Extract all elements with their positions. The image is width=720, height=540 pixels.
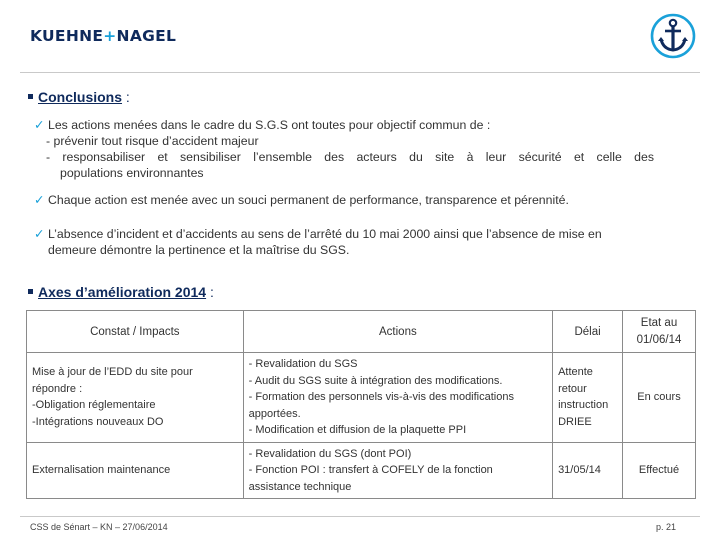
square-bullet-icon	[28, 94, 33, 99]
row-1-action-line: - Formation des personnels vis-à-vis des modifications apportées.	[248, 391, 514, 420]
bullet-3-line-1: L’absence d’incident et d’accidents au sens de l’arrêté du 10 mai 2000 ainsi que l’absence de mise en	[48, 227, 602, 241]
company-logo	[30, 27, 176, 45]
row-2-action-line: - Revalidation du SGS (dont POI)	[248, 447, 412, 460]
bullet-3-line-2: demeure démontre la pertinence et la maîtrise du SGS.	[48, 243, 350, 257]
bullet-1-sub-2: - responsabiliser et sensibiliser l’ensemble des acteurs du site à leur sécurité et celle des	[46, 150, 654, 164]
row-1-constat-line: -Obligation réglementaire	[32, 399, 156, 412]
table-header-row	[27, 311, 696, 353]
row-1-constat-line: Mise à jour de l’EDD du site pour répondre :	[32, 366, 193, 395]
row-2-delai: 31/05/14	[553, 442, 623, 499]
col-header-delai: Délai	[553, 311, 623, 353]
logo-word-nagel: NAGEL	[116, 27, 177, 45]
improvement-table	[26, 310, 696, 499]
conclusions-colon: :	[125, 89, 130, 105]
header-divider	[20, 72, 700, 73]
conclusions-bullet-2	[34, 192, 694, 208]
row-2-constat	[27, 442, 244, 499]
row-1-constat	[27, 353, 244, 443]
conclusions-bullet-1	[34, 117, 694, 181]
bullet-1-sub-2-cont: populations environnantes	[60, 166, 204, 180]
page-number: p. 21	[656, 522, 677, 532]
anchor-logo-icon	[649, 12, 697, 60]
bullet-1-sub-1: - prévenir tout risque d’accident majeur	[46, 134, 259, 148]
table-row	[27, 353, 696, 443]
bullet-1-text: Les actions menées dans le cadre du S.G.S ont toutes pour objectif commun de :	[48, 118, 491, 132]
logo-plus: +	[103, 27, 117, 45]
row-2-etat: Effectué	[623, 442, 696, 499]
axes-title: Axes d’amélioration 2014	[38, 284, 207, 300]
row-1-action-line: - Revalidation du SGS	[248, 358, 358, 370]
footer-text: CSS de Sénart – KN – 27/06/2014	[30, 522, 168, 532]
table-row	[27, 442, 696, 499]
row-2-actions	[243, 442, 552, 499]
row-2-constat-line: Externalisation maintenance	[32, 464, 171, 476]
footer-divider	[20, 516, 700, 517]
col-header-constat: Constat / Impacts	[27, 311, 244, 353]
checkmark-icon: ✓	[34, 118, 45, 132]
bullet-2-text: Chaque action est menée avec un souci permanent de performance, transparence et pérennité.	[48, 193, 569, 207]
logo-word-kuehne: KUEHNE	[30, 27, 104, 45]
row-1-actions	[243, 353, 552, 443]
row-2-action-line: - Fonction POI : transfert à COFELY de la fonction assistance technique	[248, 464, 493, 493]
checkmark-icon: ✓	[34, 227, 45, 241]
row-1-constat-line: -Intégrations nouveaux DO	[32, 415, 164, 428]
row-1-etat: En cours	[623, 353, 696, 443]
row-1-delai: Attente retour instruction DRIEE	[553, 353, 623, 443]
axes-colon: :	[209, 284, 214, 300]
conclusions-title: Conclusions	[38, 89, 123, 105]
row-1-action-line: - Audit du SGS suite à intégration des modifications.	[248, 374, 503, 387]
col-header-etat: Etat au 01/06/14	[623, 311, 696, 353]
col-header-actions: Actions	[243, 311, 552, 353]
axes-heading	[28, 284, 214, 300]
conclusions-bullet-3	[34, 226, 694, 258]
conclusions-heading	[28, 89, 130, 105]
checkmark-icon: ✓	[34, 193, 45, 207]
square-bullet-icon	[28, 289, 33, 294]
row-1-action-line: - Modification et diffusion de la plaquette PPI	[248, 424, 467, 436]
